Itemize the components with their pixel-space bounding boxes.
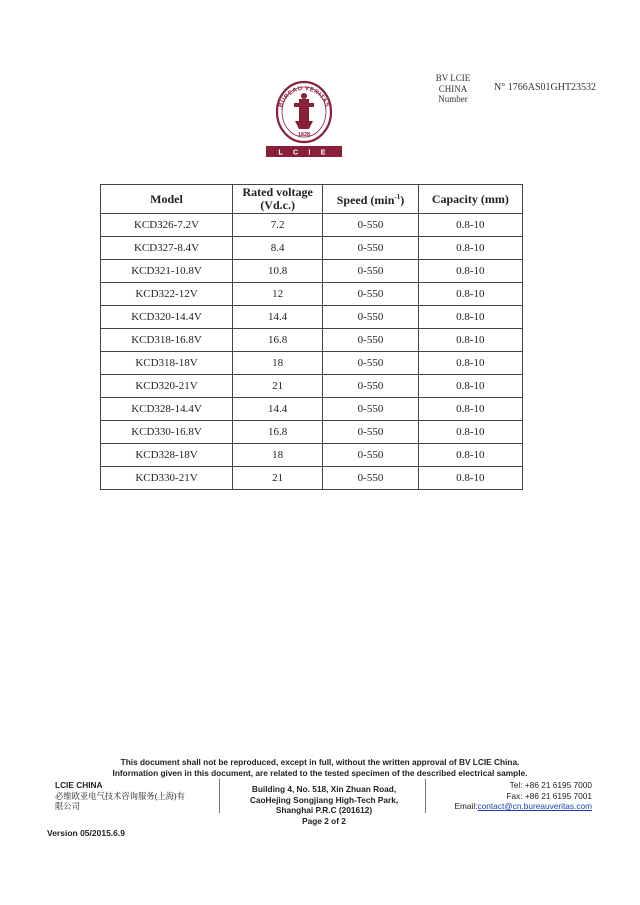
cell-model: KCD330-21V	[101, 467, 233, 490]
specification-table	[100, 184, 523, 490]
cell-voltage: 12	[232, 283, 322, 306]
cell-voltage: 18	[232, 444, 322, 467]
header-model: Model	[101, 185, 233, 214]
cell-speed: 0-550	[323, 237, 418, 260]
cell-speed: 0-550	[323, 467, 418, 490]
cell-voltage: 16.8	[232, 329, 322, 352]
logo-arc-text: BUREAU VERITAS	[278, 85, 330, 109]
table-row	[101, 306, 523, 329]
table-row	[101, 352, 523, 375]
cell-speed: 0-550	[323, 421, 418, 444]
cell-capacity: 0.8-10	[418, 283, 522, 306]
cell-capacity: 0.8-10	[418, 421, 522, 444]
cell-speed: 0-550	[323, 398, 418, 421]
address-line: CaoHejing Songjiang High-Tech Park,	[249, 794, 399, 805]
cell-voltage: 21	[232, 375, 322, 398]
notice-line: Information given in this document, are related to the tested specimen of the described electrical sample.	[112, 767, 528, 778]
cert-label	[428, 73, 478, 105]
cert-label-line: BV LCIE	[435, 73, 471, 83]
cell-model: KCD320-14.4V	[101, 306, 233, 329]
company-name: LCIE CHINA	[55, 780, 103, 790]
cell-capacity: 0.8-10	[418, 260, 522, 283]
cell-voltage: 14.4	[232, 306, 322, 329]
email-label: Email:	[454, 801, 478, 811]
cell-model: KCD320-21V	[101, 375, 233, 398]
cell-speed: 0-550	[323, 444, 418, 467]
table-row	[101, 237, 523, 260]
table-row	[101, 467, 523, 490]
notice-line: This document shall not be reproduced, except in full, without the written approval of BV LCIE China.	[120, 757, 520, 767]
cell-speed: 0-550	[323, 352, 418, 375]
cell-model: KCD328-14.4V	[101, 398, 233, 421]
address-line: Shanghai P.R.C (201612)	[275, 805, 373, 815]
table-body	[101, 214, 523, 490]
logo-band-text: L C I E	[278, 147, 330, 157]
header-speed	[323, 185, 418, 214]
footer-divider	[219, 779, 220, 813]
cell-capacity: 0.8-10	[418, 237, 522, 260]
footer-company	[55, 780, 215, 812]
email-line	[432, 801, 592, 812]
cert-label-line: CHINA	[438, 83, 468, 94]
fax: Fax: +86 21 6195 7001	[506, 790, 592, 801]
cell-capacity: 0.8-10	[418, 398, 522, 421]
header-rated-voltage	[232, 185, 322, 214]
cell-voltage: 10.8	[232, 260, 322, 283]
version-label: Version 05/2015.6.9	[47, 828, 125, 838]
footer-notice	[60, 757, 580, 778]
cell-capacity: 0.8-10	[418, 444, 522, 467]
company-cn-name: 必维欧亚电气技术咨询服务(上海)有	[55, 790, 185, 801]
cell-capacity: 0.8-10	[418, 375, 522, 398]
logo-year: 1828	[297, 132, 311, 138]
header-speed-sup: -1	[394, 193, 401, 201]
cell-model: KCD326-7.2V	[101, 214, 233, 237]
cell-voltage: 7.2	[232, 214, 322, 237]
cell-speed: 0-550	[323, 260, 418, 283]
address-line: Building 4, No. 518, Xin Zhuan Road,	[251, 784, 397, 794]
header-speed-close: )	[400, 193, 405, 207]
cell-model: KCD327-8.4V	[101, 237, 233, 260]
page-number: Page 2 of 2	[302, 815, 346, 826]
cell-speed: 0-550	[323, 283, 418, 306]
header-capacity: Capacity (mm)	[418, 185, 522, 214]
table-row	[101, 329, 523, 352]
cell-voltage: 14.4	[232, 398, 322, 421]
cell-model: KCD330-16.8V	[101, 421, 233, 444]
table-row	[101, 214, 523, 237]
cell-capacity: 0.8-10	[418, 467, 522, 490]
cert-label-line: Number	[438, 94, 468, 104]
footer-address	[226, 784, 422, 826]
header-speed-main: Speed (min	[336, 193, 395, 207]
table-row	[101, 283, 523, 306]
email-link[interactable]: contact@cn.bureauveritas.com	[477, 801, 592, 811]
table-row	[101, 421, 523, 444]
cell-voltage: 8.4	[232, 237, 322, 260]
cell-capacity: 0.8-10	[418, 352, 522, 375]
footer-divider	[425, 779, 426, 813]
cell-voltage: 18	[232, 352, 322, 375]
cell-model: KCD322-12V	[101, 283, 233, 306]
table-row	[101, 375, 523, 398]
table-header-row	[101, 185, 523, 214]
cell-speed: 0-550	[323, 214, 418, 237]
cell-capacity: 0.8-10	[418, 306, 522, 329]
cell-model: KCD328-18V	[101, 444, 233, 467]
table-row	[101, 398, 523, 421]
table-row	[101, 260, 523, 283]
cell-speed: 0-550	[323, 306, 418, 329]
cell-model: KCD318-16.8V	[101, 329, 233, 352]
cell-speed: 0-550	[323, 375, 418, 398]
header-voltage-line2: (Vd.c.)	[260, 198, 295, 212]
header-voltage-line1: Rated voltage	[242, 185, 313, 199]
cell-voltage: 16.8	[232, 421, 322, 444]
cell-speed: 0-550	[323, 329, 418, 352]
cell-model: KCD318-18V	[101, 352, 233, 375]
logo-emblem	[266, 82, 342, 157]
table-row	[101, 444, 523, 467]
footer-contact	[432, 780, 592, 812]
cell-capacity: 0.8-10	[418, 214, 522, 237]
cell-model: KCD321-10.8V	[101, 260, 233, 283]
cell-capacity: 0.8-10	[418, 329, 522, 352]
company-cn-name: 限公司	[55, 801, 80, 811]
tel: Tel: +86 21 6195 7000	[509, 780, 592, 790]
cell-voltage: 21	[232, 467, 322, 490]
bureau-veritas-lcie-logo	[266, 77, 342, 157]
cert-number: N° 1766AS01GHT23532	[494, 82, 597, 93]
